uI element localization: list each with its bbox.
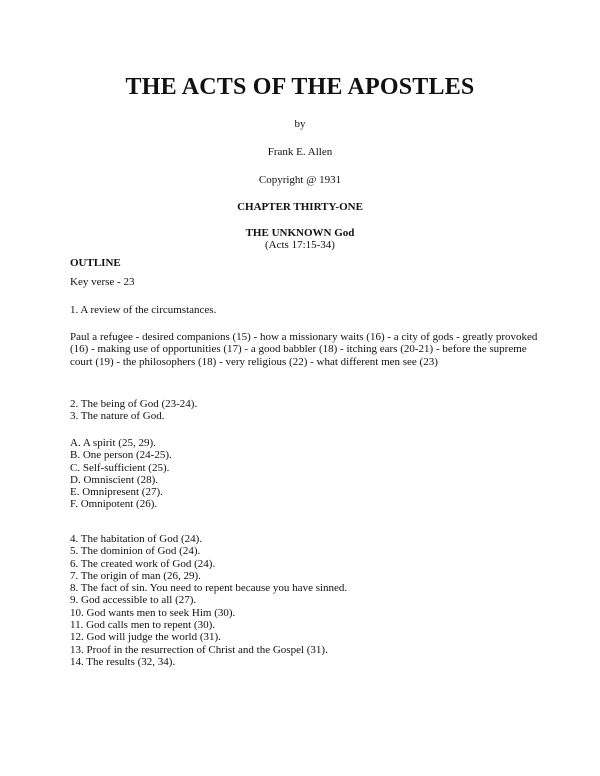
key-verse: Key verse - 23 — [70, 276, 135, 288]
chapter-heading: CHAPTER THIRTY-ONE — [237, 201, 363, 213]
list-item: D. Omniscient (28). — [70, 473, 158, 486]
list-item: 13. Proof in the resurrection of Christ and the Gospel (31). — [70, 643, 328, 656]
list-item: 14. The results (32, 34). — [70, 655, 176, 668]
scripture-reference: (Acts 17:15-34) — [265, 239, 335, 251]
list-item: 8. The fact of sin. You need to repent because you have sinned. — [70, 582, 348, 595]
list-item: 7. The origin of man (26, 29). — [70, 569, 201, 582]
list-item: 10. God wants men to seek Him (30). — [70, 606, 236, 619]
outline-heading: OUTLINE — [70, 257, 121, 269]
chapter-subtitle: THE UNKNOWN God — [245, 227, 355, 239]
list-item: F. Omnipotent (26). — [70, 498, 158, 511]
list-item: A. A spirit (25, 29). — [70, 437, 156, 449]
list-item: 9. God accessible to all (27). — [70, 594, 197, 607]
author-name: Frank E. Allen — [267, 146, 333, 158]
outline-list-god-being — [70, 398, 540, 423]
list-item: 6. The created work of God (24). — [70, 557, 216, 570]
outline-list-remaining — [70, 533, 540, 668]
copyright-notice: Copyright @ 1931 — [258, 174, 342, 186]
list-item: 5. The dominion of God (24). — [70, 545, 201, 558]
list-item: 12. God will judge the world (31). — [70, 631, 221, 644]
list-item: 3. The nature of God. — [70, 410, 165, 423]
list-item: 11. God calls men to repent (30). — [70, 619, 215, 632]
list-item: 2. The being of God (23-24). — [70, 398, 198, 410]
list-item: B. One person (24-25). — [70, 449, 172, 462]
outline-list-nature-of-god — [70, 437, 540, 511]
list-item: E. Omnipresent (27). — [70, 486, 163, 499]
list-item: 4. The habitation of God (24). — [70, 533, 203, 545]
by-line: by — [294, 118, 306, 130]
circumstances-paragraph: Paul a refugee - desired companions (15) - how a missionary waits (16) - a city of gods - greatly provoked (16) - making use of opportunities (17) - a good babbler (18) - itching ears (20-21) - before the supreme court (19) - the philosophers (18) - very religious (22) - what different men see (23) — [70, 331, 538, 368]
page-title: THE ACTS OF THE APOSTLES — [125, 74, 475, 100]
outline-item-review: 1. A review of the circumstances. — [70, 304, 217, 316]
list-item: C. Self-sufficient (25). — [70, 461, 170, 474]
